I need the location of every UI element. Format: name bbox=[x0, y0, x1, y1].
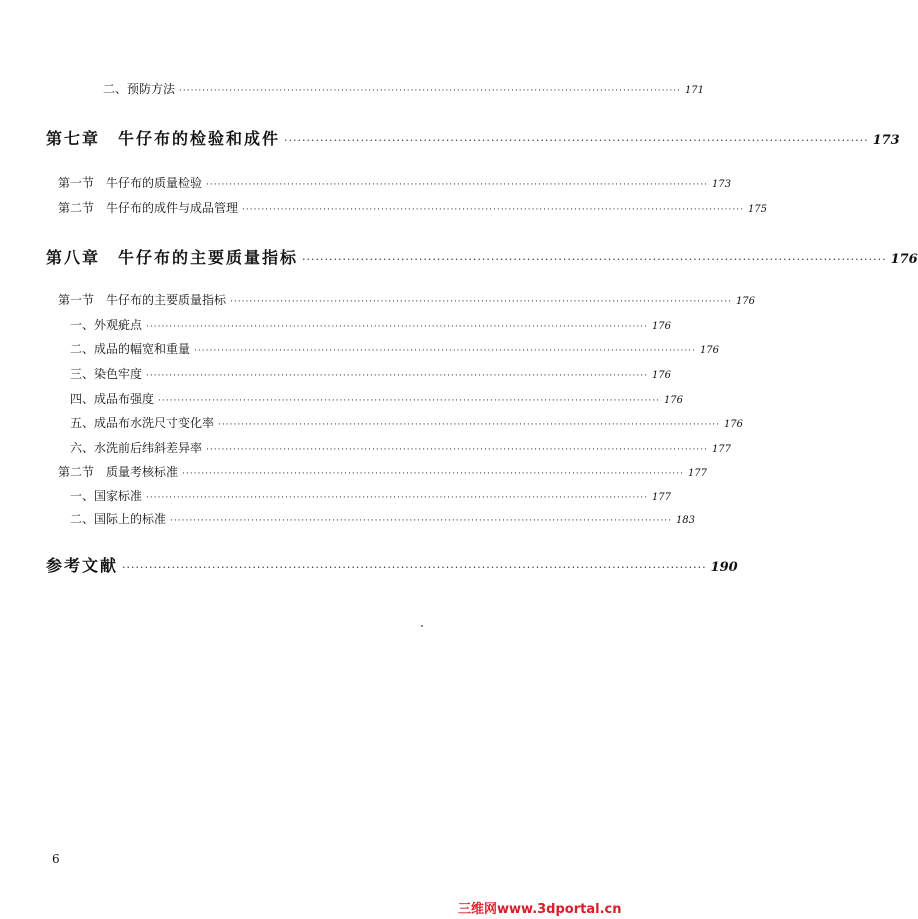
toc-section-page: 175 bbox=[747, 204, 768, 215]
toc-section-title: 第二节 牛仔布的成件与成品管理 bbox=[58, 201, 239, 215]
toc-entry-title: 二、成品的幅宽和重量 bbox=[70, 342, 191, 356]
toc-entry[interactable] bbox=[103, 80, 705, 98]
page-number: 6 bbox=[52, 852, 60, 866]
toc-leader: ·································································································································· bbox=[302, 253, 887, 266]
toc-entry-page: 176 bbox=[651, 370, 672, 381]
toc-chapter[interactable] bbox=[46, 126, 900, 150]
toc-leader: ·································································································································· bbox=[146, 493, 648, 503]
toc-leader: ·································································································································· bbox=[182, 469, 684, 479]
toc-leader: ·································································································································· bbox=[284, 134, 869, 147]
toc-leader: ·································································································································· bbox=[230, 297, 732, 307]
toc-chapter-page: 176 bbox=[890, 252, 918, 267]
toc-section[interactable] bbox=[58, 199, 768, 217]
toc-entry[interactable] bbox=[70, 365, 672, 383]
toc-chapter-title: 参考文献 bbox=[46, 556, 119, 575]
toc-entry-page: 183 bbox=[675, 515, 696, 526]
toc-entry-page: 176 bbox=[723, 419, 744, 430]
speck bbox=[421, 625, 423, 627]
toc-entry-title: 四、成品布强度 bbox=[70, 392, 155, 406]
toc-leader: ·································································································································· bbox=[242, 205, 744, 215]
toc-section-title: 第一节 牛仔布的主要质量指标 bbox=[58, 293, 227, 307]
watermark-logo: 三维网www.3dportal.cn bbox=[458, 902, 622, 917]
toc-leader: ·································································································································· bbox=[206, 445, 708, 455]
toc-entry-title: 一、国家标准 bbox=[70, 489, 143, 503]
toc-chapter-page: 173 bbox=[872, 133, 900, 148]
toc-entry-title: 二、国际上的标准 bbox=[70, 512, 167, 526]
toc-chapter[interactable] bbox=[46, 245, 918, 269]
toc-section[interactable] bbox=[58, 174, 732, 192]
toc-entry-page: 176 bbox=[651, 321, 672, 332]
toc-section-title: 第二节 质量考核标准 bbox=[58, 465, 179, 479]
toc-leader: ·································································································································· bbox=[122, 561, 707, 574]
toc-entry[interactable] bbox=[70, 439, 732, 457]
toc-chapter[interactable] bbox=[46, 553, 738, 577]
toc-entry-page: 177 bbox=[651, 492, 672, 503]
toc-leader: ·································································································································· bbox=[146, 322, 648, 332]
toc-section-page: 176 bbox=[735, 296, 756, 307]
toc-entry-title: 二、预防方法 bbox=[103, 82, 176, 96]
toc-entry-title: 六、水洗前后纬斜差异率 bbox=[70, 441, 203, 455]
toc-entry-title: 一、外观疵点 bbox=[70, 318, 143, 332]
toc-entry[interactable] bbox=[70, 510, 696, 528]
toc-entry-page: 176 bbox=[699, 345, 720, 356]
toc-entry-page: 176 bbox=[663, 395, 684, 406]
toc-entry[interactable] bbox=[70, 316, 672, 334]
toc-section[interactable] bbox=[58, 291, 756, 309]
toc-chapter-title: 第七章 牛仔布的检验和成件 bbox=[46, 129, 281, 148]
toc-leader: ·································································································································· bbox=[218, 420, 720, 430]
toc-entry[interactable] bbox=[70, 340, 720, 358]
toc-entry-page: 171 bbox=[684, 85, 705, 96]
toc-section-page: 173 bbox=[711, 179, 732, 190]
toc-entry[interactable] bbox=[70, 487, 672, 505]
toc-section-title: 第一节 牛仔布的质量检验 bbox=[58, 176, 203, 190]
toc-leader: ·································································································································· bbox=[179, 86, 681, 96]
toc-leader: ·································································································································· bbox=[146, 371, 648, 381]
toc-leader: ·································································································································· bbox=[170, 516, 672, 526]
toc-leader: ·································································································································· bbox=[206, 180, 708, 190]
toc-leader: ·································································································································· bbox=[194, 346, 696, 356]
toc-chapter-page: 190 bbox=[710, 560, 738, 575]
toc-section-page: 177 bbox=[687, 468, 708, 479]
toc-entry-page: 177 bbox=[711, 444, 732, 455]
toc-entry[interactable] bbox=[70, 414, 744, 432]
toc-leader: ·································································································································· bbox=[158, 396, 660, 406]
toc-entry[interactable] bbox=[70, 390, 684, 408]
toc-entry-title: 三、染色牢度 bbox=[70, 367, 143, 381]
toc-section[interactable] bbox=[58, 463, 708, 481]
toc-entry-title: 五、成品布水洗尺寸变化率 bbox=[70, 416, 215, 430]
toc-chapter-title: 第八章 牛仔布的主要质量指标 bbox=[46, 248, 299, 267]
